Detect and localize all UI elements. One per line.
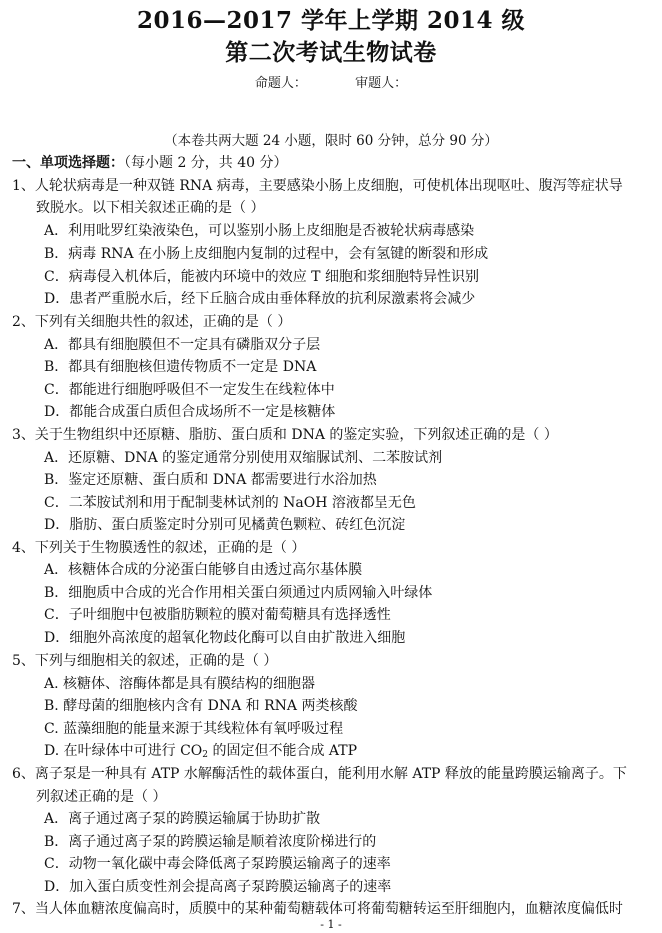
section-heading (12, 152, 288, 172)
question-5-option-d (44, 740, 357, 760)
question-5-option-c: C. 蓝藻细胞的能量来源于其线粒体有氧呼吸过程 (44, 721, 344, 737)
question-4-option-c: C．子叶细胞中包被脂肪颗粒的膜对葡萄糖具有选择透性 (44, 607, 391, 623)
question-3-option-b: B．鉴定还原糖、蛋白质和 DNA 都需要进行水浴加热 (44, 472, 377, 488)
question-2-stem: 2、下列有关细胞共性的叙述，正确的是（ ） (12, 314, 292, 330)
question-6-stem-cont: 列叙述正确的是（ ） (36, 789, 167, 805)
question-4-option-a: A．核糖体合成的分泌蛋白能够自由透过高尔基体膜 (44, 562, 363, 578)
question-5-option-d-text: D. 在叶绿体中可进行 CO (44, 743, 203, 759)
question-1-option-b: B．病毒 RNA 在小肠上皮细胞内复制的过程中，会有氢键的断裂和形成 (44, 246, 489, 262)
question-1-option-d: D．患者严重脱水后，经下丘脑合成由垂体释放的抗利尿激素将会减少 (44, 291, 476, 307)
reviewer-label: 审题人： (355, 76, 408, 91)
question-3-option-d: D．脂肪、蛋白质鉴定时分别可见橘黄色颗粒、砖红色沉淀 (44, 517, 406, 533)
question-2-option-b: B．都具有细胞核但遗传物质不一定是 DNA (44, 359, 317, 375)
question-4-stem: 4、下列关于生物膜透性的叙述，正确的是（ ） (12, 540, 306, 556)
section-detail: （每小题 2 分，共 40 分） (124, 155, 288, 171)
section-title: 一、单项选择题： (12, 155, 124, 171)
page-number: - 1 - (320, 918, 342, 931)
question-5-stem: 5、下列与细胞相关的叙述，正确的是（ ） (12, 653, 278, 669)
question-1-option-c: C．病毒侵入机体后，能被内环境中的效应 T 细胞和浆细胞特异性识别 (44, 269, 479, 285)
question-4-option-b: B．细胞质中合成的光合作用相关蛋白须通过内质网输入叶绿体 (44, 585, 433, 601)
setter-label: 命题人： (254, 76, 307, 91)
question-5-option-d-tail: 的固定但不能合成 ATP (208, 743, 358, 759)
question-6-stem: 6、离子泵是一种具有 ATP 水解酶活性的载体蛋白，能利用水解 ATP 释放的能量跨膜运输离子。下 (12, 766, 627, 782)
question-4-option-d: D．细胞外高浓度的超氧化物歧化酶可以自由扩散进入细胞 (44, 630, 406, 646)
exam-title-line2: 第二次考试生物试卷 (225, 39, 437, 66)
question-6-option-c: C．动物一氧化碳中毒会降低离子泵跨膜运输离子的速率 (44, 856, 391, 872)
co2-subscript: 2 (202, 750, 208, 760)
question-6-option-b: B．离子通过离子泵的跨膜运输是顺着浓度阶梯进行的 (44, 834, 377, 850)
author-line (0, 72, 662, 91)
question-1-option-a: A．利用吡罗红染液染色，可以鉴别小肠上皮细胞是否被轮状病毒感染 (44, 223, 475, 239)
question-1-stem-cont: 致脱水。以下相关叙述正确的是（ ） (36, 200, 265, 216)
question-3-option-c: C．二苯胺试剂和用于配制斐林试剂的 NaOH 溶液都呈无色 (44, 495, 416, 511)
exam-title-line1: 2016—2017 学年上学期 2014 级 (136, 7, 526, 34)
question-3-option-a: A．还原糖、DNA 的鉴定通常分别使用双缩脲试剂、二苯胺试剂 (44, 450, 443, 466)
question-3-stem: 3、关于生物组织中还原糖、脂肪、蛋白质和 DNA 的鉴定实验，下列叙述正确的是（ ） (12, 427, 558, 443)
question-2-option-c: C．都能进行细胞呼吸但不一定发生在线粒体中 (44, 382, 335, 398)
question-2-option-d: D．都能合成蛋白质但合成场所不一定是核糖体 (44, 404, 336, 420)
exam-note: （本卷共两大题 24 小题，限时 60 分钟，总分 90 分） (164, 133, 498, 149)
question-2-option-a: A．都具有细胞膜但不一定具有磷脂双分子层 (44, 337, 321, 353)
question-7-stem: 7、当人体血糖浓度偏高时，质膜中的某种葡萄糖载体可将葡萄糖转运至肝细胞内，血糖浓度偏低时 (12, 901, 623, 917)
question-5-option-a: A. 核糖体、溶酶体都是具有膜结构的细胞器 (44, 676, 316, 692)
question-6-option-d: D．加入蛋白质变性剂会提高离子泵跨膜运输离子的速率 (44, 879, 392, 895)
question-5-option-b: B. 酵母菌的细胞核内含有 DNA 和 RNA 两类核酸 (44, 698, 358, 714)
question-1-stem: 1、人轮状病毒是一种双链 RNA 病毒，主要感染小肠上皮细胞，可使机体出现呕吐、腹泻等症状导 (12, 178, 623, 194)
question-6-option-a: A．离子通过离子泵的跨膜运输属于协助扩散 (44, 811, 321, 827)
